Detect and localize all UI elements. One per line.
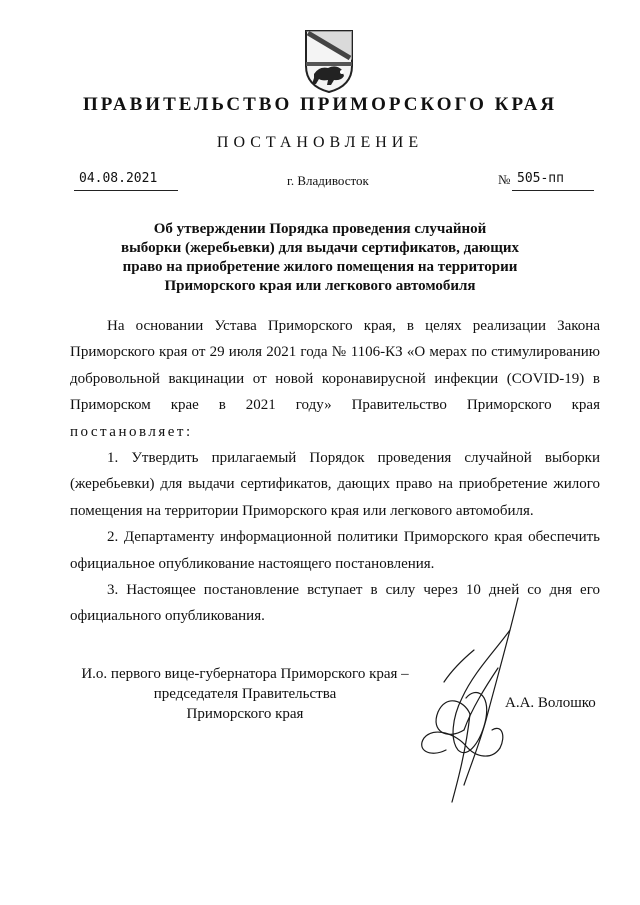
- preamble-text: На основании Устава Приморского края, в целях реализации Закона Приморского края от 29 июля 2021 года № 1106-КЗ «О мерах по стимулированию добровольной вакцинации от новой коронавирусной инфекции (COVID-19) в Приморском крае в 2021 году» Правительство Приморского края: [70, 318, 600, 414]
- position-line: И.о. первого вице-губернатора Приморского края –: [81, 666, 409, 682]
- document-type: ПОСТАНОВЛЕНИЕ: [216, 134, 424, 151]
- position-line: Приморского края: [186, 706, 304, 722]
- subject-line: выборки (жеребьевки) для выдачи сертификатов, дающих: [120, 240, 520, 256]
- date-field: [74, 170, 178, 191]
- preamble-paragraph: [70, 313, 600, 445]
- coat-of-arms-icon: [302, 28, 356, 94]
- document-body: [70, 313, 600, 630]
- signatory-position: [70, 664, 420, 724]
- position-line: председателя Правительства: [153, 686, 337, 702]
- number-field: [512, 170, 594, 191]
- subject-line: Об утверждении Порядка проведения случайной: [153, 221, 487, 237]
- government-title: ПРАВИТЕЛЬСТВО ПРИМОРСКОГО КРАЯ: [82, 94, 558, 115]
- item-paragraph: 1. Утвердить прилагаемый Порядок проведения случайной выборки (жеребьевки) для выдачи сертификатов, дающих право на приобретение жилого помещения на территории Приморского края или легкового автомобиля.: [70, 450, 600, 519]
- city: г. Владивосток: [287, 173, 369, 188]
- number-sign: №: [498, 172, 511, 187]
- signatory-name: А.А. Волошко: [505, 695, 596, 711]
- subject-line: Приморского края или легкового автомобиля: [164, 278, 476, 294]
- number-value: 505-пп: [517, 171, 564, 186]
- subject-line: право на приобретение жилого помещения на территории: [122, 259, 518, 275]
- item-paragraph: 3. Настоящее постановление вступает в силу через 10 дней со дня его официального опубликования.: [70, 582, 600, 625]
- date-value: 04.08.2021: [79, 171, 158, 186]
- document-subject: [120, 220, 520, 296]
- resolves-word: постановляет:: [70, 423, 193, 440]
- item-paragraph: 2. Департаменту информационной политики Приморского края обеспечить официальное опубликование настоящего постановления.: [70, 529, 600, 572]
